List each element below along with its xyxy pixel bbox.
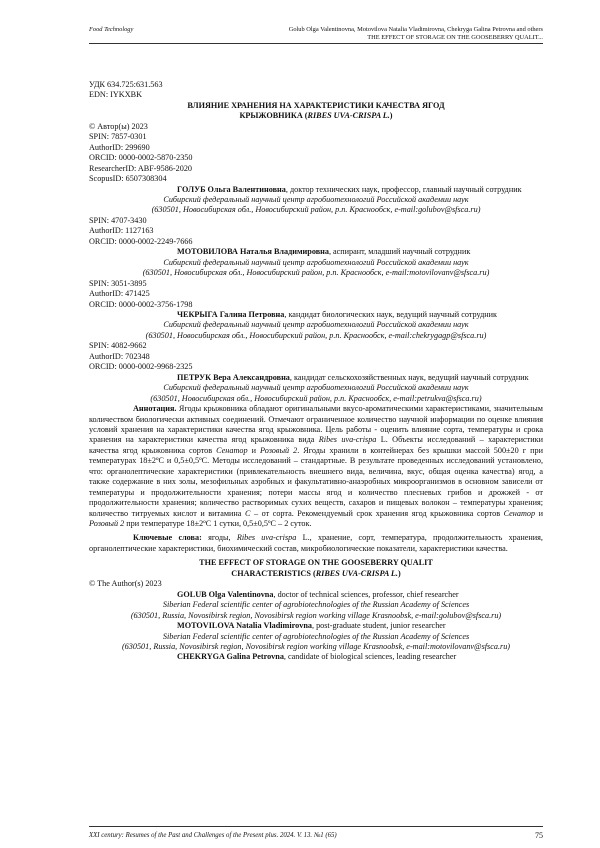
author-line bbox=[89, 247, 543, 257]
journal-section: Food Technology bbox=[89, 26, 134, 33]
author-id: ScopusID: 6507308304 bbox=[89, 174, 167, 184]
author-role: , доктор технических наук, профессор, главный научный сотрудник bbox=[285, 184, 522, 194]
header-authors: Golub Olga Valentinovna, Motovilova Natalia Vladimirovna, Chekryga Galina Petrovna and others bbox=[288, 26, 543, 33]
journal-citation: XXI century: Resumes of the Past and Challenges of the Present plus. 2024. V. 13. №1 (65) bbox=[89, 832, 337, 839]
header-divider bbox=[89, 43, 543, 44]
author-id: SPIN: 3051-3895 bbox=[89, 278, 147, 288]
author-role: , post-graduate student, junior researcher bbox=[311, 621, 446, 631]
author-block-en bbox=[89, 590, 543, 621]
edn-code: EDN: IYKXBK bbox=[89, 90, 142, 100]
author-block bbox=[89, 132, 543, 216]
author-address: (630501, Russia, Novosibirsk region, Novosibirsk region working village Krasnoobsk, e-mail:motovilovanv@sfsca.ru) bbox=[121, 642, 511, 652]
author-id: ORCID: 0000-0002-9968-2325 bbox=[89, 362, 193, 372]
author-id: ORCID: 0000-0002-2249-7666 bbox=[89, 236, 193, 246]
author-org: Siberian Federal scientific center of agrobiotechnologies of the Russian Academy of Sciences bbox=[162, 600, 470, 610]
author-role: , candidate of biological sciences, leading researcher bbox=[283, 652, 457, 662]
author-id: AuthorID: 471425 bbox=[89, 289, 150, 299]
author-role: , doctor of technical sciences, professor, chief researcher bbox=[273, 589, 459, 599]
author-org: Сибирский федеральный научный центр агробиотехнологий Российской академии наук bbox=[163, 257, 469, 267]
author-block-en bbox=[89, 652, 543, 662]
page-number: 75 bbox=[535, 831, 543, 840]
author-id: AuthorID: 299690 bbox=[89, 142, 150, 152]
author-address: (630501, Новосибирская обл., Новосибирский район, р.п. Краснообск, e-mail:motovilovanv@sfsca.ru) bbox=[142, 268, 490, 278]
author-org: Сибирский федеральный научный центр агробиотехнологий Российской академии наук bbox=[163, 320, 469, 330]
author-name: ГОЛУБ Ольга Валентиновна bbox=[177, 184, 286, 194]
author-line bbox=[89, 621, 543, 631]
keywords-label: Ключевые слова: bbox=[133, 533, 202, 543]
author-line bbox=[89, 310, 543, 320]
author-org: Сибирский федеральный научный центр агробиотехнологий Российской академии наук bbox=[163, 383, 469, 393]
author-name: MOTOVILOVA Natalia Vladimirovna bbox=[177, 621, 312, 631]
title-ru: ВЛИЯНИЕ ХРАНЕНИЯ НА ХАРАКТЕРИСТИКИ КАЧЕСТВА ЯГОД КРЫЖОВНИКА (RIBES UVA-CRISPA L.) bbox=[187, 100, 445, 121]
author-name: ЧЕКРЫГА Галина Петровна bbox=[177, 309, 285, 319]
author-name: ПЕТРУК Вера Александровна bbox=[177, 372, 290, 382]
author-block bbox=[89, 279, 543, 342]
author-id: ResearcherID: ABF-9586-2020 bbox=[89, 163, 193, 173]
author-org: Siberian Federal scientific center of agrobiotechnologies of the Russian Academy of Sciences bbox=[162, 631, 470, 641]
author-line bbox=[89, 652, 543, 662]
author-role: , кандидат сельскохозяйственных наук, ведущий научный сотрудник bbox=[289, 372, 529, 382]
author-block bbox=[89, 216, 543, 279]
article-body bbox=[89, 80, 543, 663]
footer-divider bbox=[89, 826, 543, 827]
author-address: (630501, Russia, Novosibirsk region, Novosibirsk region working village Krasnoobsk, e-mail:golubov@sfsca.ru) bbox=[130, 610, 502, 620]
header-short-title: THE EFFECT OF STORAGE ON THE GOOSEBERRY QUALIT... bbox=[367, 34, 543, 41]
copyright-en: © The Author(s) 2023 bbox=[89, 579, 162, 589]
author-id: ORCID: 0000-0002-5870-2350 bbox=[89, 153, 193, 163]
header-article-info bbox=[289, 26, 543, 42]
author-line bbox=[89, 373, 543, 383]
title-ru-latin: RIBES UVA-CRISPA L. bbox=[307, 111, 390, 121]
author-name: МОТОВИЛОВА Наталья Владимировна bbox=[177, 247, 329, 257]
udk-code: УДК 634.725:631.563 bbox=[89, 80, 163, 89]
author-id: AuthorID: 702348 bbox=[89, 351, 150, 361]
author-address: (630501, Новосибирская обл., Новосибирский район, р.п. Краснообск, e-mail:petrukva@sfsca.ru) bbox=[150, 393, 482, 403]
title-en-line1: THE EFFECT OF STORAGE ON THE GOOSEBERRY QUALIT bbox=[199, 558, 433, 568]
author-address: (630501, Новосибирская обл., Новосибирский район, р.п. Краснообск, e-mail:golubov@sfsca.ru) bbox=[151, 205, 481, 215]
author-line bbox=[89, 590, 543, 600]
copyright-ru: © Автор(ы) 2023 bbox=[89, 121, 148, 131]
author-role: , аспирант, младший научный сотрудник bbox=[328, 247, 471, 257]
abstract: Аннотация. Ягоды крыжовника обладают оригинальными вкусо-ароматическими характеристиками, значительным количеством биологически активных соединений. Отмечают ограниченное количество научной информации по оценке влияния условий хранения на характеристики качества ягод крыжовника. Цель работы - оценить влияние сорта, температуры и срока хранения на характеристики качества ягод крыжовника вида Ribes uva-crispa L. Объекты исследований – характеристики качества ягод крыжовника сортов Сенатор и Розовый 2. Ягоды хранили в контейнерах без крышки массой 500±20 г при температурах 18±2ºС и 0,5±0,5ºС. Методы исследований – стандартные. В результате проведенных исследований установлено, что: органолептические характеристики (привлекательность внешнего вида, величина, вкус, общая оценка качества) ягод, а также содержание в них золы, мезофильных аэробных и факультативно-анаэробных микроорганизмов в основном зависели от температуры и продолжительности хранения; потери массы ягод и количество плесневых грибов и дрожжей - от продолжительности хранения; количество растворимых сухих веществ, сахаров и пищевых волокон – температуры хранения; количество титруемых кислот и витамина С – от сорта. Рекомендуемый срок хранения ягод крыжовника сортов Сенатор и Розовый 2 при температуре 18±2ºС 1 сутки, 0,5±0,5ºС – 2 суток. bbox=[89, 404, 544, 529]
title-ru-line1: ВЛИЯНИЕ ХРАНЕНИЯ НА ХАРАКТЕРИСТИКИ КАЧЕСТВА ЯГОД bbox=[187, 100, 445, 110]
author-block-en bbox=[89, 621, 543, 652]
author-id: SPIN: 7857-0301 bbox=[89, 132, 147, 142]
title-en: THE EFFECT OF STORAGE ON THE GOOSEBERRY QUALIT CHARACTERISTICS (RIBES UVA-CRISPA L.) bbox=[199, 558, 433, 578]
author-name: GOLUB Olga Valentinovna bbox=[177, 589, 274, 599]
abstract-label: Аннотация. bbox=[133, 404, 177, 414]
author-address: (630501, Новосибирская обл., Новосибирский район, р.п. Краснообск, e-mail:chekrygagp@sfsca.ru) bbox=[145, 330, 487, 340]
author-id: ORCID: 0000-0002-3756-1798 bbox=[89, 299, 193, 309]
author-id: AuthorID: 1127163 bbox=[89, 226, 154, 236]
title-en-latin: RIBES UVA-CRISPA L. bbox=[315, 568, 398, 578]
keywords: Ключевые слова: ягоды, Ribes uva-crispa L., хранение, сорт, температура, продолжительность хранения, органолептические характеристики, биохимический состав, микробиологические показатели, характеристики качества. bbox=[89, 533, 543, 553]
author-id: SPIN: 4707-3430 bbox=[89, 215, 147, 225]
author-id: SPIN: 4082-9662 bbox=[89, 341, 147, 351]
author-name: CHEKRYGA Galina Petrovna bbox=[177, 652, 284, 662]
author-org: Сибирский федеральный научный центр агробиотехнологий Российской академии наук bbox=[163, 194, 469, 204]
author-role: , кандидат биологических наук, ведущий научный сотрудник bbox=[284, 309, 497, 319]
author-line bbox=[89, 185, 543, 195]
author-block bbox=[89, 341, 543, 404]
